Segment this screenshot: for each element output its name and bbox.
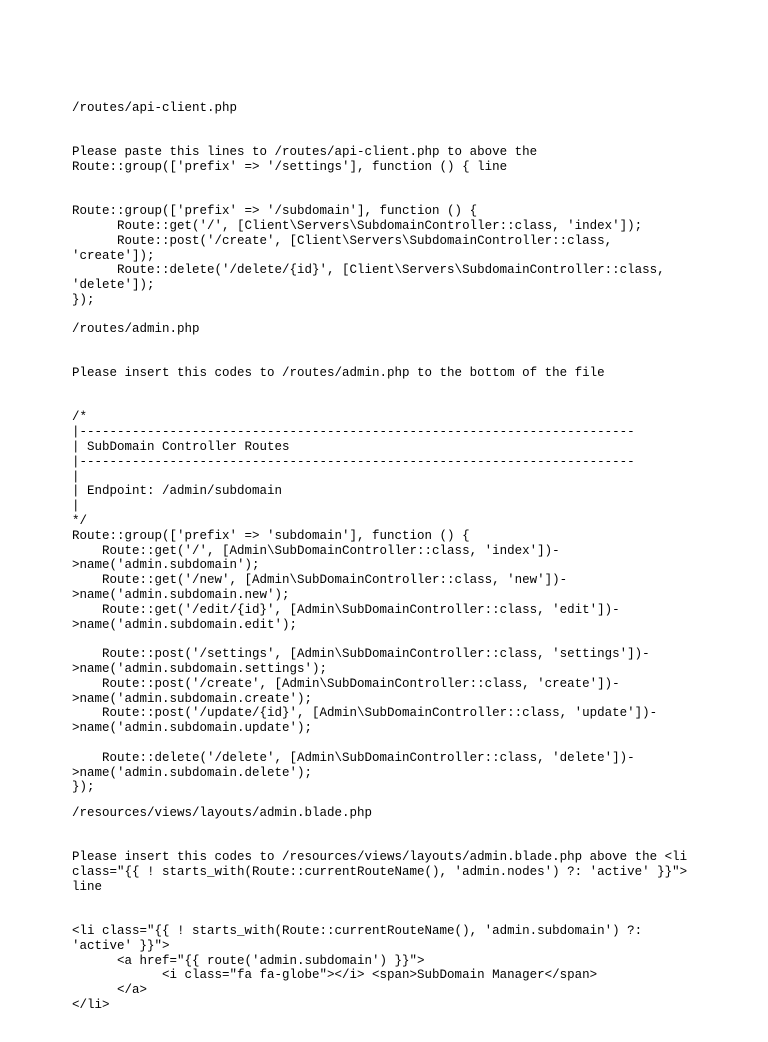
instruction-text: Please insert this codes to /routes/admin.php to the bottom of the file bbox=[72, 365, 605, 380]
code-block: /* |-------------------------------------------------------------------------- | SubDomain Controller Routes |-------------------------------------------------------------------------- | | Endpoint: /admin/subdomain | */ Route::group(['prefix' => 'subdomain'], function () { Route::get('/', [Admin\SubDomainController::class, 'index'])- >name('admin.subdomain'); Route::get('/new', [Admin\SubDomainController::class, 'new'])- >name('admin.subdomain.new'); Route::get('/edit/{id}', [Admin\SubDomainController::class, 'edit'])- >name('admin.subdomain.edit'); Route::post('/settings', [Admin\SubDomainController::class, 'settings'])- >name('admin.subdomain.settings'); Route::post('/create', [Admin\SubDomainController::class, 'create'])- >name('admin.subdomain.create'); Route::post('/update/{id}', [Admin\SubDomainController::class, 'update'])- >name('admin.subdomain.update'); Route::delete('/delete', [Admin\SubDomainController::class, 'delete'])- >name('admin.subdomain.delete'); }); bbox=[72, 410, 658, 795]
file-path-heading: /resources/views/layouts/admin.blade.php bbox=[72, 805, 373, 820]
code-block: Route::group(['prefix' => '/subdomain'], function () { Route::get('/', [Client\Servers\SubdomainController::class, 'index']); Route::post('/create', [Client\Servers\SubdomainController::class, 'create']); Route::delete('/delete/{id}', [Client\Servers\SubdomainController::class, 'delete']); }); bbox=[72, 204, 665, 307]
section-admin-routes bbox=[72, 292, 752, 825]
instruction-text: Please paste this lines to /routes/api-client.php to above the Route::group(['prefix' => '/settings'], function () { line bbox=[72, 144, 538, 174]
code-block: <li class="{{ ! starts_with(Route::currentRouteName(), 'admin.subdomain') ?: 'active' }}"> <a href="{{ route('admin.subdomain') }}"> <i class="fa fa-globe"></i> <span>SubDomain Manager</span> </a> </li> bbox=[72, 923, 643, 1012]
section-admin-blade bbox=[72, 776, 752, 1042]
file-path-heading: /routes/api-client.php bbox=[72, 100, 238, 115]
instruction-text: Please insert this codes to /resources/views/layouts/admin.blade.php above the <li class="{{ ! starts_with(Route::currentRouteName(), 'admin.nodes') ?: 'active' }}"> line bbox=[72, 849, 688, 894]
file-path-heading: /routes/admin.php bbox=[72, 321, 200, 336]
